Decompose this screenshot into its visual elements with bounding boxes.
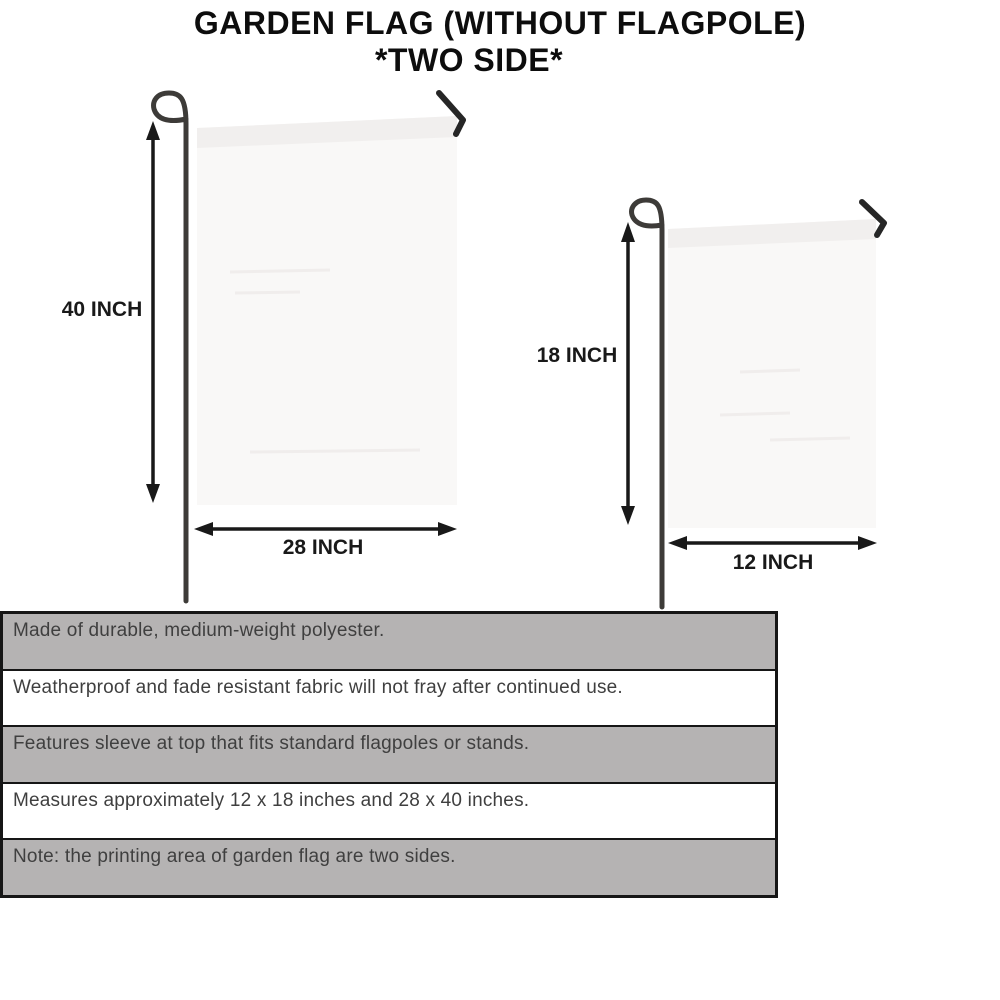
feature-row-measures <box>3 782 775 839</box>
small-flag-body <box>668 219 876 528</box>
large-flag-pole <box>154 93 186 601</box>
large-flag-height-arrow <box>146 121 160 503</box>
small-flag-height-arrow <box>621 222 635 525</box>
feature-row-weatherproof <box>3 669 775 726</box>
feature-row-material <box>3 614 775 669</box>
feature-text: Note: the printing area of garden flag are two sides. <box>13 846 456 868</box>
title-line-2: *TWO SIDE* <box>374 42 564 78</box>
feature-text: Made of durable, medium-weight polyester. <box>13 620 385 641</box>
feature-text: Measures approximately 12 x 18 inches and 28 x 40 inches. <box>13 789 530 811</box>
feature-row-sleeve <box>3 725 775 782</box>
features-panel <box>0 611 778 898</box>
feature-text: Weatherproof and fade resistant fabric will not fray after continued use. <box>13 676 623 698</box>
large-flag-height-label: 40 INCH <box>61 298 143 321</box>
feature-row-note <box>3 838 775 895</box>
large-flag-width-arrow <box>194 522 457 536</box>
large-flag-body <box>197 116 457 505</box>
large-flag-group <box>62 93 463 601</box>
small-flag-height-label: 18 INCH <box>536 344 618 367</box>
large-flag-width-label: 28 INCH <box>282 536 364 559</box>
feature-text: Features sleeve at top that fits standard flagpoles or stands. <box>13 733 530 755</box>
small-flag-pole <box>632 200 662 607</box>
small-flag-group <box>537 200 884 607</box>
small-flag-width-arrow <box>668 536 877 550</box>
small-flag-width-label: 12 INCH <box>732 551 814 574</box>
title-line-1: GARDEN FLAG (WITHOUT FLAGPOLE) <box>193 5 807 41</box>
